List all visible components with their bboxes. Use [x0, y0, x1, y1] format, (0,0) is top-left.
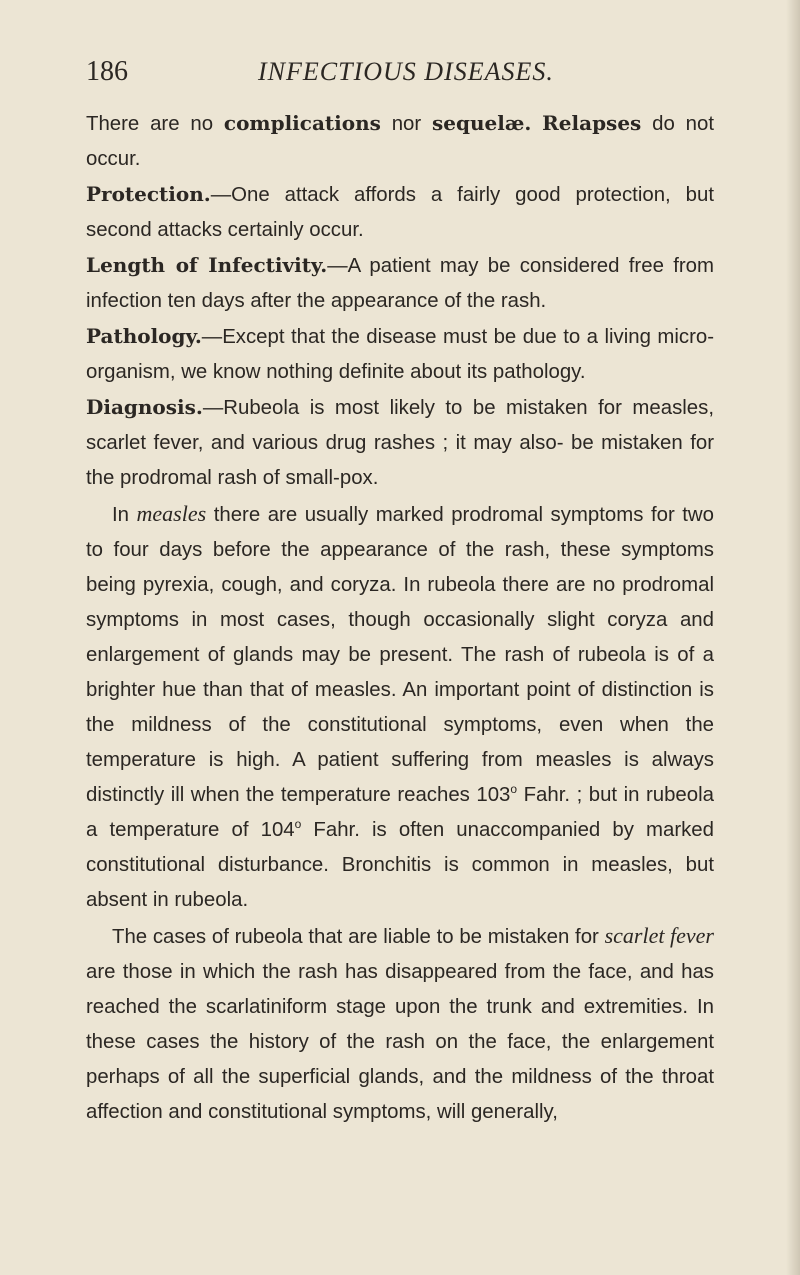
text-run: are those in which the rash has disappeared from the face, and has reached the scarlatiniform stage upon the trunk and extremities. In these cases the history of the rash on the face, the enlargement perhaps of all the superficial glands, and the mildness of the throat affection and constitutional symptoms, will generally,: [86, 961, 714, 1123]
text-run: nor: [380, 113, 433, 135]
term-sequelae: sequelæ.: [432, 111, 532, 135]
paragraph-protection: [86, 177, 714, 248]
text-run: There are no: [86, 113, 224, 135]
paragraph-complications: [86, 106, 714, 177]
term-relapses: Relapses: [542, 111, 642, 135]
text-run: Fahr. is often unaccompanied by marked constitutional disturbance. Bronchitis is common in measles, but absent in rubeola.: [86, 819, 714, 911]
term-complications: complications: [223, 111, 381, 135]
text-run: Fahr. ; but in rubeola a temperature of 104: [86, 784, 714, 841]
text-run: there are usually marked prodromal symptoms for two to four days before the appearance of the rash, these symptoms being pyrexia, cough, and coryza. In rubeola there are no prodromal symptoms in most cases, though occasionally slight coryza and enlargement of glands may be present. The rash of rubeola is of a brighter hue than that of measles. An important point of distinction is the mildness of the constitutional symptoms, even when the temperature is high. A patient suffering from measles is always distinctly ill when the temperature reaches 103: [86, 504, 714, 806]
emphasis-measles: measles: [136, 501, 207, 526]
heading-protection: Protection.: [86, 182, 211, 206]
heading-diagnosis: Diagnosis.: [86, 395, 203, 419]
page-edge-shadow: [786, 0, 800, 1275]
text-diagnosis: —Rubeola is most likely to be mistaken for measles, scarlet fever, and various drug rashes ; it may also- be mistaken for the prodromal rash of small-pox.: [86, 397, 714, 489]
text-protection: —One attack affords a fairly good protection, but second attacks certainly occur.: [86, 184, 714, 241]
paragraph-infectivity: [86, 248, 714, 319]
text-run: [531, 113, 542, 135]
text-run: do not occur.: [86, 113, 714, 170]
degree-mark: o: [510, 782, 518, 797]
page-number: 186: [86, 56, 128, 87]
emphasis-scarlet-fever: scarlet fever: [604, 923, 714, 948]
page-header: [86, 52, 740, 92]
heading-infectivity: Length of Infectivity.: [86, 253, 328, 277]
running-title: INFECTIOUS DISEASES.: [258, 57, 554, 86]
heading-pathology: Pathology.: [86, 324, 202, 348]
text-infectivity: —A patient may be considered free from infection ten days after the appearance of the rash.: [86, 255, 714, 312]
text-run: The cases of rubeola that are liable to be mistaken for: [112, 926, 605, 948]
paragraph-pathology: [86, 319, 714, 390]
paragraph-diagnosis: [86, 390, 714, 496]
text-pathology: —Except that the disease must be due to a living micro-organism, we know nothing definite about its pathology.: [86, 326, 714, 383]
paragraph-scarlet-fever: [86, 918, 714, 1130]
degree-mark: o: [294, 817, 302, 832]
body-text: [86, 106, 714, 1130]
text-run: In: [112, 504, 137, 526]
paragraph-measles: [86, 496, 714, 918]
